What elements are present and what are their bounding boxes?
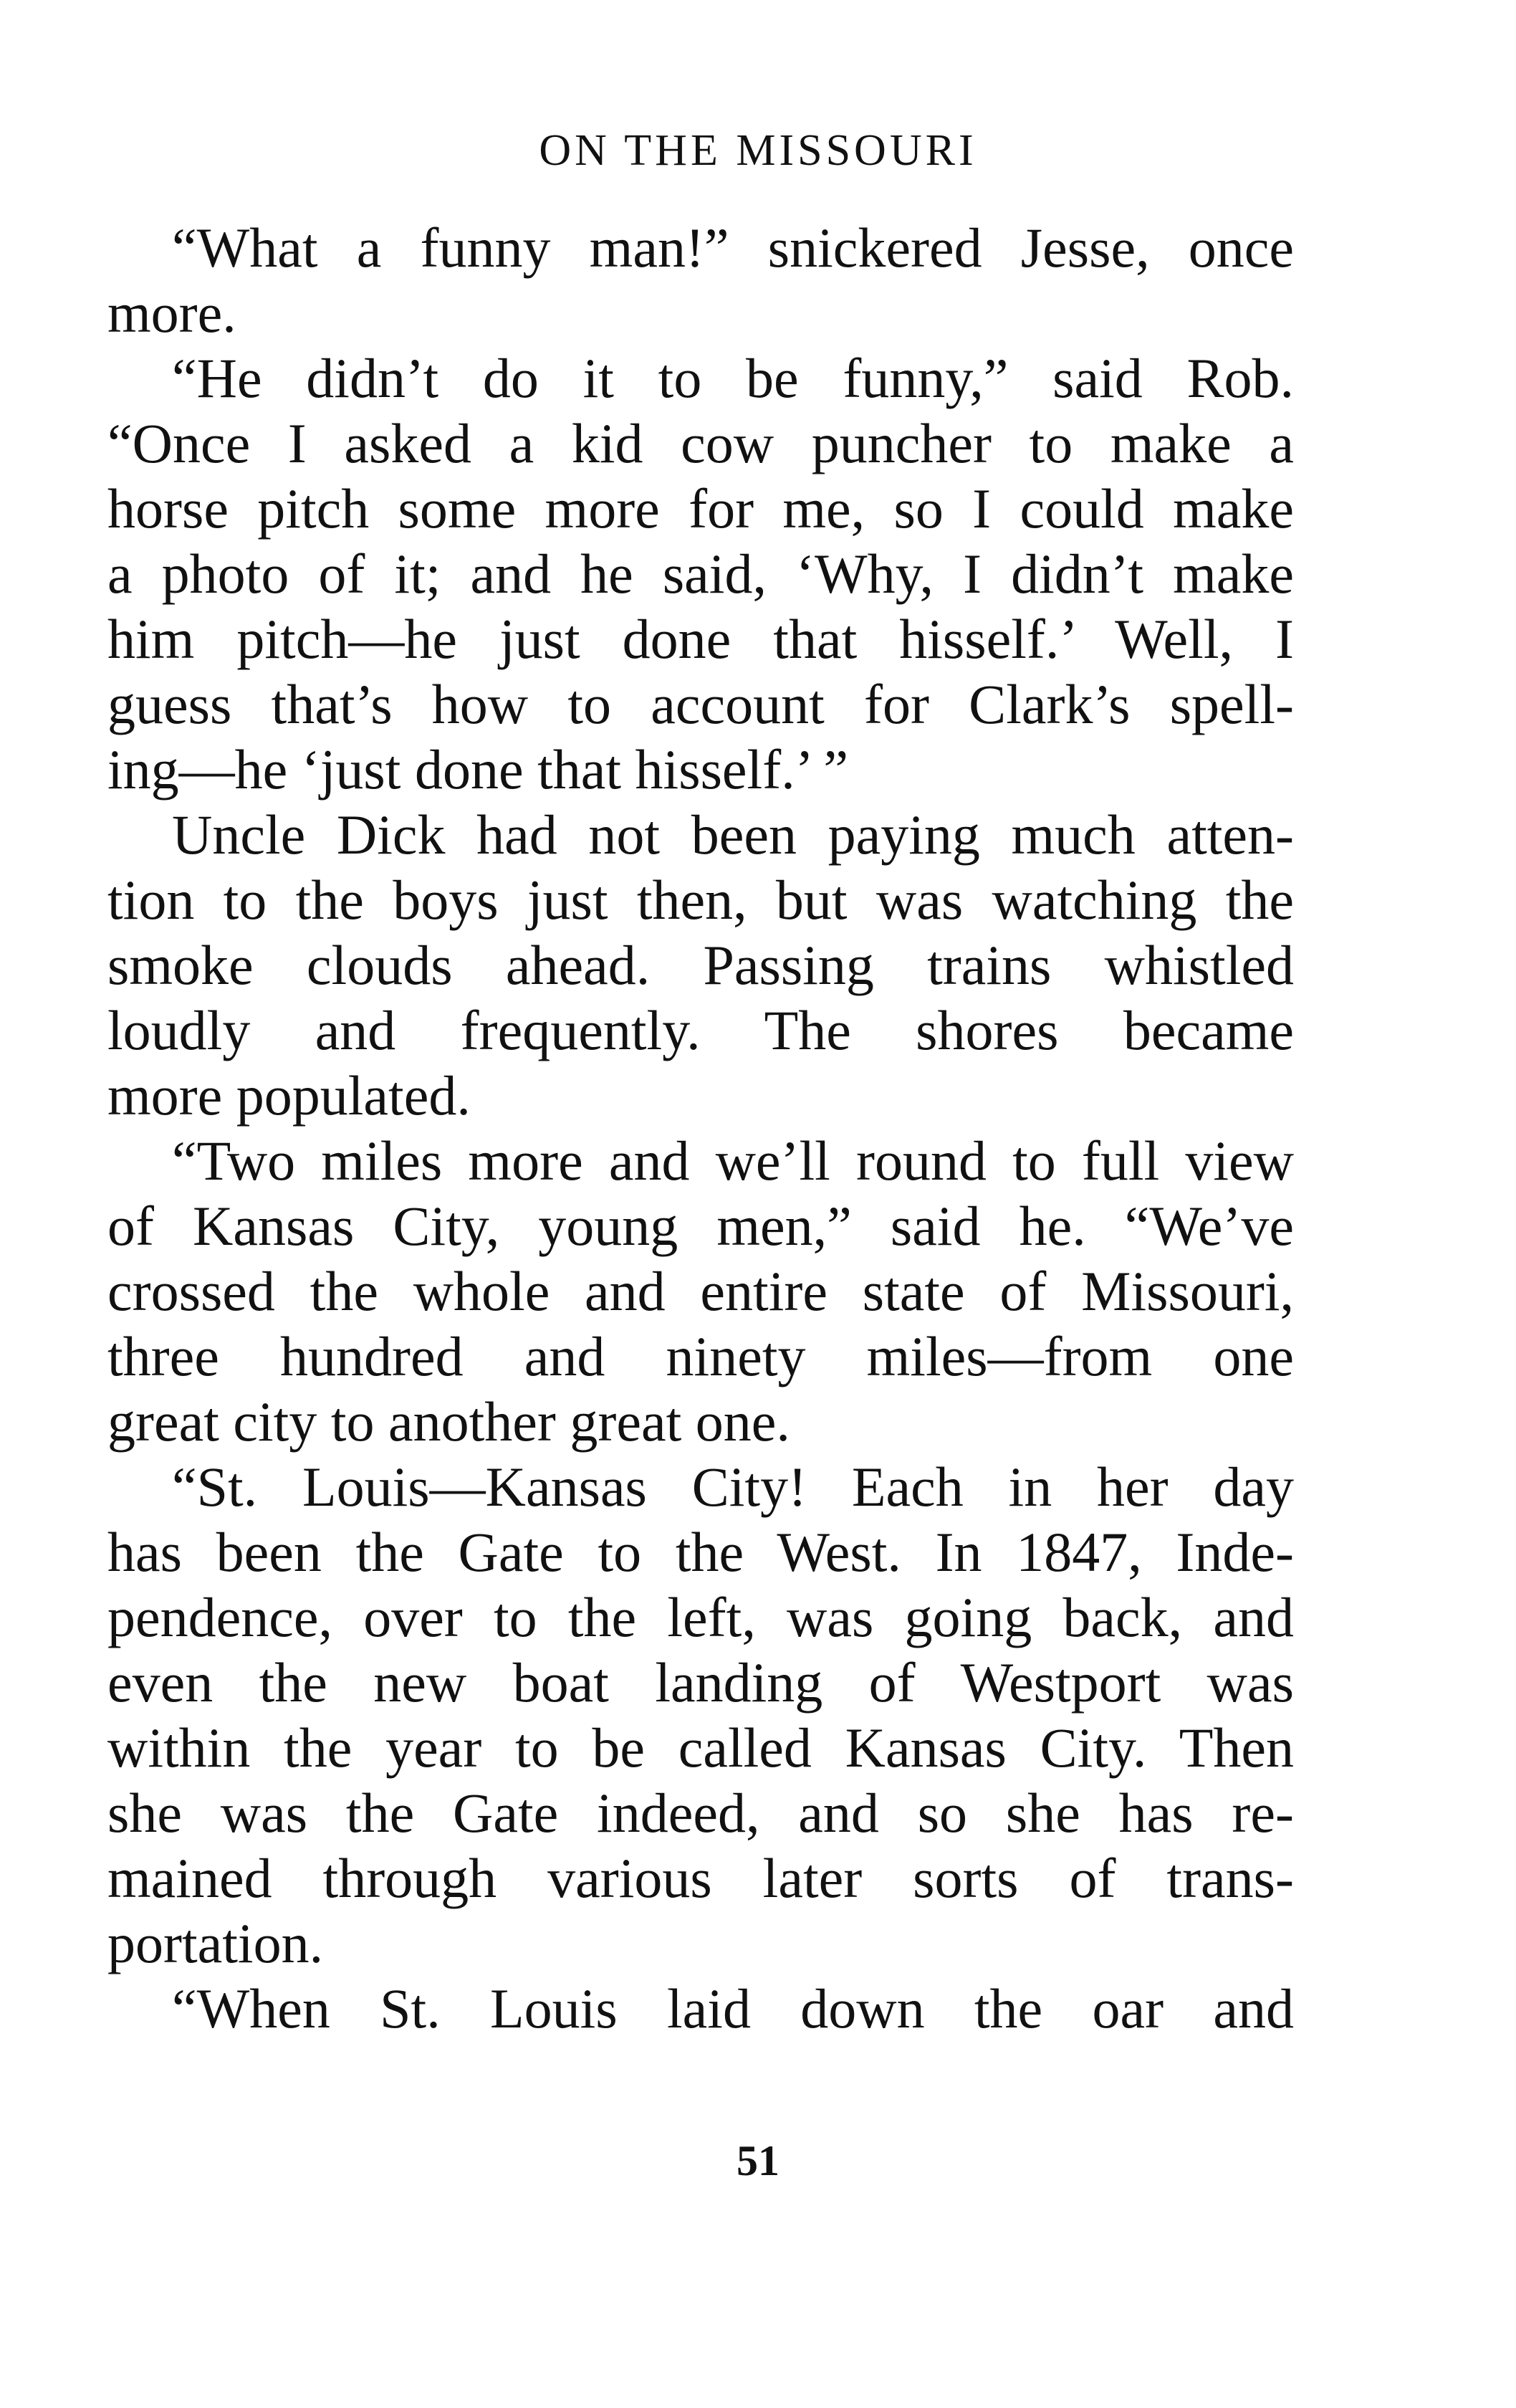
text-line: “What a funny man!” snickered Jesse, once (172, 216, 1294, 279)
text-line: of Kansas City, young men,” said he. “We’ve (107, 1195, 1294, 1257)
text-line: horse pitch some more for me, so I could make (107, 477, 1294, 540)
text-line: him pitch—he just done that hisself.’ Well, I (107, 608, 1294, 670)
text-line: “Two miles more and we’ll round to full view (172, 1129, 1294, 1192)
text-line: within the year to be called Kansas City. Then (107, 1716, 1294, 1779)
text-line: a photo of it; and he said, ‘Why, I didn’t make (107, 543, 1294, 605)
text-line: even the new boat landing of Westport was (107, 1651, 1294, 1714)
text-line: three hundred and ninety miles—from one (107, 1325, 1294, 1387)
text-line: “He didn’t do it to be funny,” said Rob. (172, 347, 1294, 409)
page-number: 51 (737, 2137, 779, 2184)
text-line: pendence, over to the left, was going back, and (107, 1586, 1294, 1648)
text-line: ing—he ‘just done that hisself.’ ” (107, 738, 848, 801)
text-line: smoke clouds ahead. Passing trains whistled (107, 934, 1294, 996)
text-line: portation. (107, 1912, 324, 1974)
text-line: “When St. Louis laid down the oar and (172, 1977, 1294, 2040)
running-head: ON THE MISSOURI (539, 126, 977, 175)
text-line: “Once I asked a kid cow puncher to make a (107, 412, 1294, 474)
text-line: has been the Gate to the West. In 1847, Inde- (107, 1521, 1294, 1583)
text-line: crossed the whole and entire state of Missouri, (107, 1260, 1294, 1322)
text-line: loudly and frequently. The shores became (107, 999, 1294, 1061)
text-line: great city to another great one. (107, 1390, 790, 1453)
text-line: more populated. (107, 1064, 471, 1127)
text-line: tion to the boys just then, but was watching the (107, 869, 1294, 931)
text-line: guess that’s how to account for Clark’s spell- (107, 673, 1294, 735)
text-line: she was the Gate indeed, and so she has re- (107, 1782, 1294, 1844)
text-line: “St. Louis—Kansas City! Each in her day (172, 1456, 1294, 1518)
text-line: Uncle Dick had not been paying much atten- (172, 803, 1294, 866)
text-line: more. (107, 282, 236, 344)
body-text (107, 215, 1294, 2041)
text-line: mained through various later sorts of trans- (107, 1847, 1294, 1909)
